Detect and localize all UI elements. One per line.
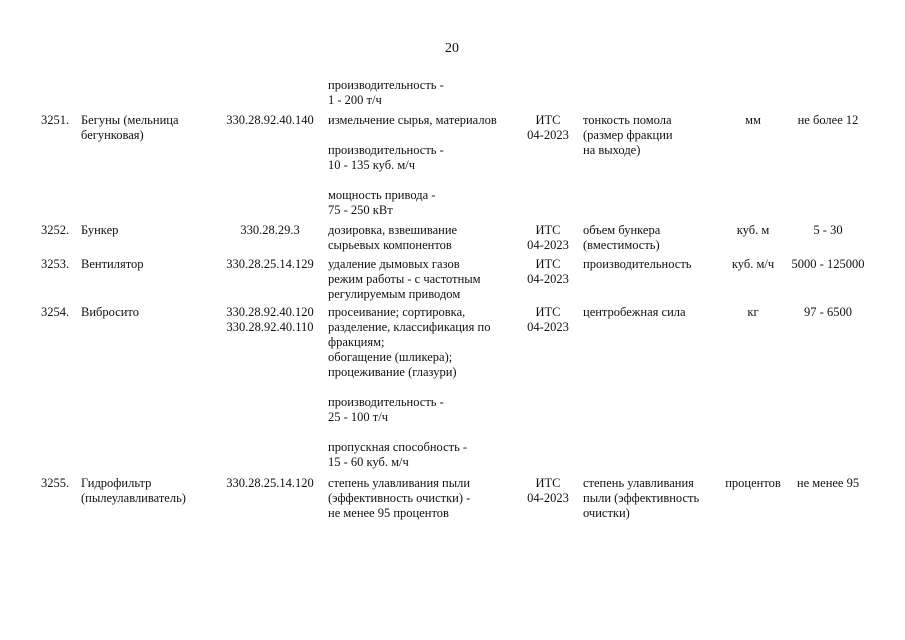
row-number: 3254. [41,305,70,319]
row-number: 3253. [41,257,70,271]
equipment-name: Вибросито [81,305,139,319]
unit: кг [747,305,759,319]
parameter-name: центробежная сила [583,305,686,319]
function-description: измельчение сырья, материалов производительность - 10 - 135 куб. м/ч мощность привода - 75 - 250 кВт [328,113,497,217]
page-number: 20 [445,41,459,56]
its-reference: ИТС 04-2023 [527,223,569,252]
function-description: просеивание; сортировка, разделение, классификация по фракциям; обогащение (шликера); процеживание (глазури) производительность - 25 - 100 т/ч пропускная способность - 15 - 60 куб. м/ч [328,305,491,469]
equipment-name: Гидрофильтр (пылеулавливатель) [81,476,186,505]
parameter-value: 5000 - 125000 [791,257,865,271]
function-description: степень улавливания пыли (эффективность очистки) - не менее 95 процентов [328,476,471,520]
its-reference: ИТС 04-2023 [527,257,569,286]
equipment-name: Бегуны (мельница бегунковая) [81,113,179,142]
parameter-name: объем бункера (вместимость) [583,223,661,252]
parameter-name: тонкость помола (размер фракции на выходе) [583,113,673,157]
parameter-name: степень улавливания пыли (эффективность очистки) [583,476,700,520]
equipment-name: Вентилятор [81,257,144,271]
its-reference: ИТС 04-2023 [527,113,569,142]
continued-description: производительность - 1 - 200 т/ч [328,78,444,107]
unit: куб. м/ч [731,257,775,271]
parameter-value: не менее 95 [796,476,860,490]
parameter-value: 5 - 30 [813,223,843,237]
unit: мм [745,113,761,127]
okpd-code: 330.28.92.40.140 [226,113,314,127]
okpd-code: 330.28.29.3 [240,223,300,237]
okpd-code: 330.28.25.14.129 [226,257,314,271]
okpd-code: 330.28.25.14.120 [226,476,314,490]
row-number: 3255. [41,476,70,490]
its-reference: ИТС 04-2023 [527,305,569,334]
its-reference: ИТС 04-2023 [527,476,569,505]
function-description: удаление дымовых газов режим работы - с частотным регулируемым приводом [328,257,481,301]
okpd-code: 330.28.92.40.120 330.28.92.40.110 [226,305,314,334]
equipment-name: Бункер [81,223,119,237]
row-number: 3251. [41,113,70,127]
parameter-value: не более 12 [797,113,859,127]
parameter-name: производительность [583,257,692,271]
unit: куб. м [736,223,770,237]
parameter-value: 97 - 6500 [804,305,852,319]
unit: процентов [725,476,781,490]
row-number: 3252. [41,223,70,237]
function-description: дозировка, взвешивание сырьевых компонентов [328,223,458,252]
